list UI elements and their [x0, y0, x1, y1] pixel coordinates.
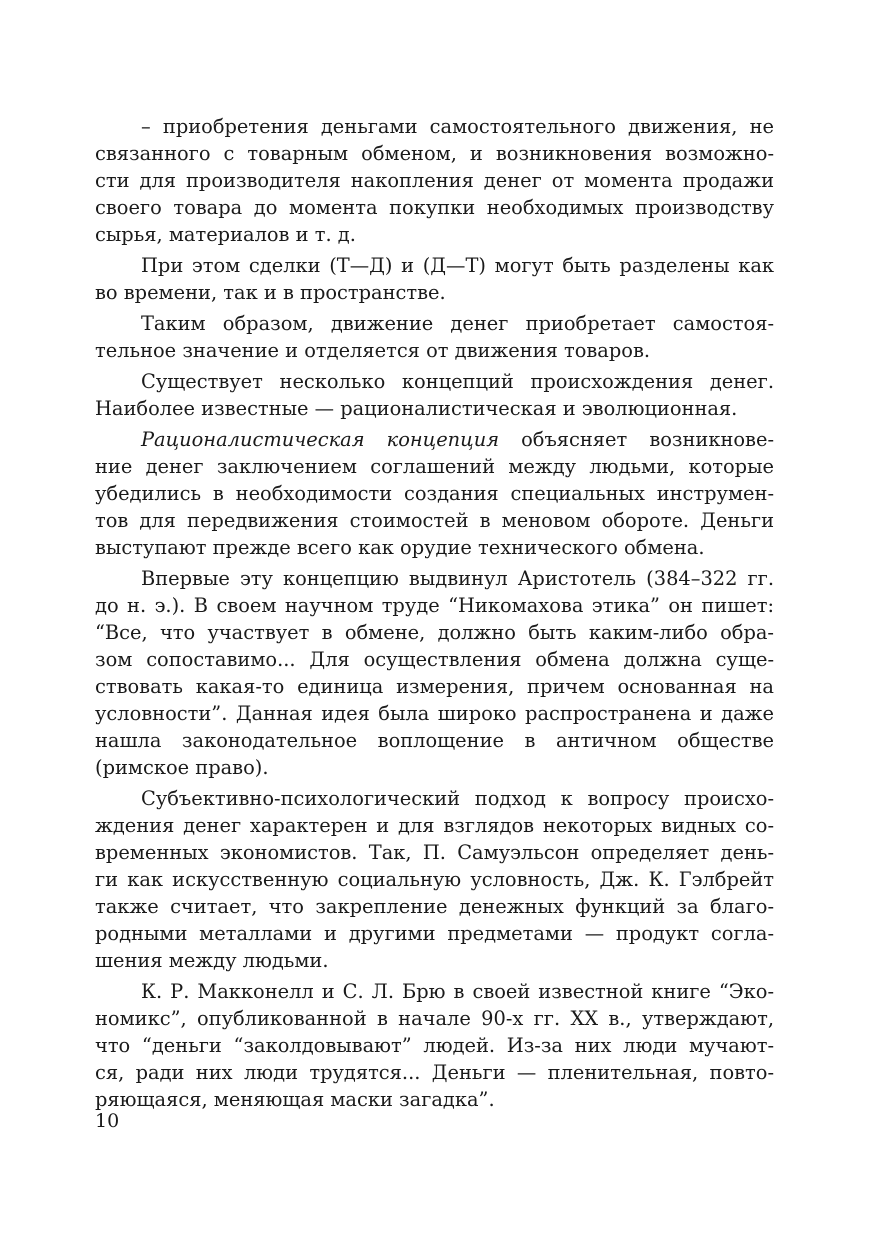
text-line: “Все, что участвует в обмене, должно быть каким-либо обра-	[95, 621, 774, 644]
text-line: шения между людьми.	[95, 949, 329, 972]
paragraph-3	[95, 310, 774, 364]
text-line: что “деньги “заколдовывают” людей. Из-за них люди мучают-	[95, 1034, 774, 1057]
text-line: ся, ради них люди трудятся... Деньги — пленительная, повто-	[95, 1061, 774, 1084]
text-line: своего товара до момента покупки необходимых производству	[95, 196, 774, 219]
paragraph-4	[95, 368, 774, 422]
text-line: родными металлами и другими предметами — продукт согла-	[95, 922, 774, 945]
text-line: сти для производителя накопления денег от момента продажи	[95, 169, 774, 192]
text-line: во времени, так и в пространстве.	[95, 281, 446, 304]
text-line: выступают прежде всего как орудие технического обмена.	[95, 536, 705, 559]
text-line: При этом сделки (Т—Д) и (Д—Т) могут быть разделены как	[141, 254, 774, 277]
paragraph-7	[95, 785, 774, 974]
paragraph-6	[95, 565, 774, 781]
italic-term: Рационалистическая концепция	[141, 428, 500, 451]
text-line: нашла законодательное воплощение в античном обществе	[95, 729, 774, 752]
text-line: зом сопоставимо... Для осуществления обмена должна суще-	[95, 648, 774, 671]
text-line: ние денег заключением соглашений между людьми, которые	[95, 455, 774, 478]
text-line: ствовать какая-то единица измерения, причем основанная на	[95, 675, 774, 698]
text-line: сырья, материалов и т. д.	[95, 223, 356, 246]
text-line: связанного с товарным обменом, и возникновения возможно-	[95, 142, 774, 165]
paragraph-8	[95, 978, 774, 1113]
text-line: Существует несколько концепций происхождения денег.	[141, 370, 774, 393]
paragraph-5	[95, 426, 774, 561]
text-line: К. Р. Макконелл и С. Л. Брю в своей известной книге “Эко-	[141, 980, 774, 1003]
text-line	[95, 426, 774, 453]
text-line: тельное значение и отделяется от движения товаров.	[95, 339, 651, 362]
text-line: номикс”, опубликованной в начале 90-х гг. XX в., утверждают,	[95, 1007, 774, 1030]
text-line: ряющаяся, меняющая маски загадка”.	[95, 1088, 495, 1111]
text-line: также считает, что закрепление денежных функций за благо-	[95, 895, 774, 918]
paragraph-1	[95, 113, 774, 248]
text-line: (римское право).	[95, 756, 269, 779]
text-line: – приобретения деньгами самостоятельного движения, не	[141, 115, 774, 138]
text-line: Субъективно-психологический подход к вопросу происхо-	[141, 787, 774, 810]
text-line: ждения денег характерен и для взглядов некоторых видных со-	[95, 814, 774, 837]
text-line: ги как искусственную социальную условность, Дж. К. Гэлбрейт	[95, 868, 774, 891]
page-body	[95, 113, 774, 1113]
paragraph-2	[95, 252, 774, 306]
text-fragment: объясняет возникнове-	[499, 428, 774, 451]
text-line: условности”. Данная идея была широко распространена и даже	[95, 702, 774, 725]
text-line: Наиболее известные — рационалистическая и эволюционная.	[95, 397, 738, 420]
text-line: временных экономистов. Так, П. Самуэльсон определяет день-	[95, 841, 774, 864]
text-line: убедились в необходимости создания специальных инструмен-	[95, 482, 774, 505]
text-line: Впервые эту концепцию выдвинул Аристотель (384–322 гг.	[141, 567, 774, 590]
page-number: 10	[95, 1110, 120, 1132]
text-line: до н. э.). В своем научном труде “Никомахова этика” он пишет:	[95, 594, 774, 617]
text-line: Таким образом, движение денег приобретает самостоя-	[141, 312, 774, 335]
text-line: тов для передвижения стоимостей в меновом обороте. Деньги	[95, 509, 774, 532]
